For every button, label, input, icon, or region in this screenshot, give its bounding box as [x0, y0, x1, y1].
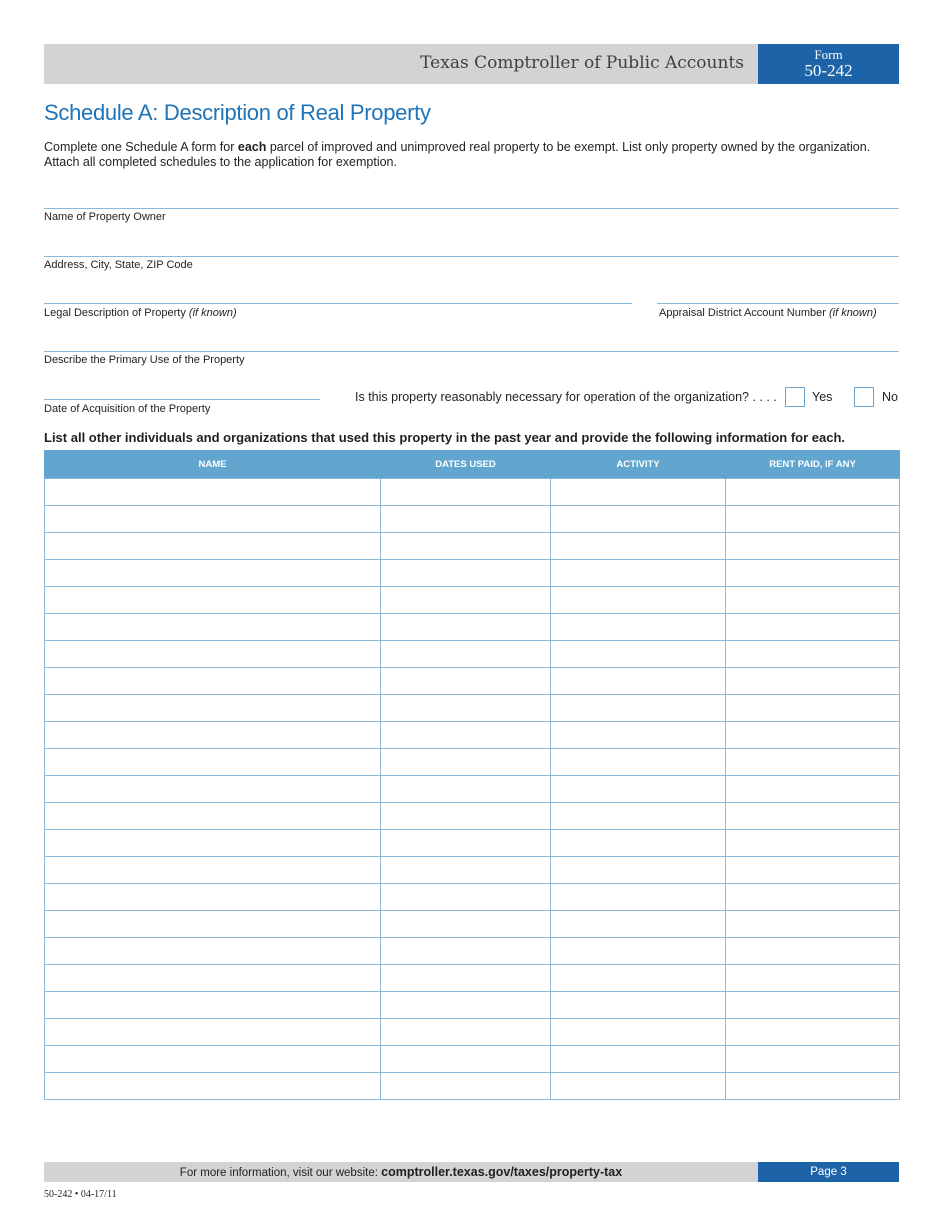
- cell-rent-paid[interactable]: [726, 857, 900, 884]
- website-link[interactable]: comptroller.texas.gov/taxes/property-tax: [381, 1165, 623, 1179]
- cell-name[interactable]: [45, 1046, 381, 1073]
- cell-activity[interactable]: [551, 533, 726, 560]
- no-label: No: [882, 390, 898, 404]
- owner-name-label: Name of Property Owner: [44, 211, 166, 223]
- cell-rent-paid[interactable]: [726, 560, 900, 587]
- cell-rent-paid[interactable]: [726, 668, 900, 695]
- cell-rent-paid[interactable]: [726, 722, 900, 749]
- cell-rent-paid[interactable]: [726, 911, 900, 938]
- legal-description-field[interactable]: [44, 303, 632, 304]
- cell-dates-used[interactable]: [381, 776, 551, 803]
- table-row: [45, 884, 900, 911]
- cell-dates-used[interactable]: [381, 560, 551, 587]
- table-row: [45, 749, 900, 776]
- cell-activity[interactable]: [551, 965, 726, 992]
- table-row: [45, 668, 900, 695]
- table-row: [45, 695, 900, 722]
- table-row: [45, 1046, 900, 1073]
- cell-name[interactable]: [45, 533, 381, 560]
- cell-name[interactable]: [45, 884, 381, 911]
- cell-dates-used[interactable]: [381, 965, 551, 992]
- cell-activity[interactable]: [551, 1019, 726, 1046]
- table-row: [45, 560, 900, 587]
- cell-activity[interactable]: [551, 695, 726, 722]
- agency-name: Texas Comptroller of Public Accounts: [420, 53, 744, 73]
- table-header-row: [45, 450, 900, 479]
- cell-dates-used[interactable]: [381, 1019, 551, 1046]
- cell-name[interactable]: [45, 911, 381, 938]
- cell-name[interactable]: [45, 857, 381, 884]
- form-number-box: [758, 44, 899, 84]
- page-title: Schedule A: Description of Real Property: [44, 100, 431, 125]
- cell-name[interactable]: [45, 695, 381, 722]
- cell-activity[interactable]: [551, 479, 726, 506]
- page-number: Page 3: [758, 1162, 899, 1182]
- cell-activity[interactable]: [551, 641, 726, 668]
- yes-label: Yes: [812, 390, 833, 404]
- cell-dates-used[interactable]: [381, 884, 551, 911]
- table-row: [45, 857, 900, 884]
- table-row: [45, 1073, 900, 1100]
- table-row: [45, 911, 900, 938]
- necessity-question: Is this property reasonably necessary for operation of the organization? . . . .: [355, 390, 777, 404]
- cell-activity[interactable]: [551, 911, 726, 938]
- cell-rent-paid[interactable]: [726, 749, 900, 776]
- table-row: [45, 938, 900, 965]
- cell-dates-used[interactable]: [381, 506, 551, 533]
- cell-dates-used[interactable]: [381, 1073, 551, 1100]
- address-field[interactable]: [44, 256, 899, 257]
- cell-dates-used[interactable]: [381, 911, 551, 938]
- cell-activity[interactable]: [551, 857, 726, 884]
- cell-activity[interactable]: [551, 506, 726, 533]
- column-header-rent-paid: RENT PAID, IF ANY: [726, 450, 900, 479]
- instructions-emphasis: each: [237, 140, 267, 154]
- legal-description-note: (if known): [188, 307, 237, 319]
- cell-dates-used[interactable]: [381, 614, 551, 641]
- cell-name[interactable]: [45, 938, 381, 965]
- cell-rent-paid[interactable]: [726, 803, 900, 830]
- column-header-dates-used: DATES USED: [381, 450, 551, 479]
- usage-list-heading: List all other individuals and organizations that used this property in the past year and provide the following information for each.: [44, 430, 846, 445]
- table-row: [45, 614, 900, 641]
- instructions: [44, 140, 904, 170]
- cell-dates-used[interactable]: [381, 479, 551, 506]
- cell-dates-used[interactable]: [381, 533, 551, 560]
- cell-rent-paid[interactable]: [726, 533, 900, 560]
- cell-activity[interactable]: [551, 749, 726, 776]
- cell-activity[interactable]: [551, 722, 726, 749]
- table-row: [45, 776, 900, 803]
- cell-activity[interactable]: [551, 776, 726, 803]
- column-header-activity: ACTIVITY: [551, 450, 726, 479]
- cell-name[interactable]: [45, 992, 381, 1019]
- cell-activity[interactable]: [551, 830, 726, 857]
- table-row: [45, 803, 900, 830]
- appraisal-account-field[interactable]: [657, 303, 899, 304]
- primary-use-field[interactable]: [44, 351, 899, 352]
- table-row: [45, 1019, 900, 1046]
- cell-activity[interactable]: [551, 1046, 726, 1073]
- cell-dates-used[interactable]: [381, 722, 551, 749]
- cell-dates-used[interactable]: [381, 668, 551, 695]
- cell-dates-used[interactable]: [381, 992, 551, 1019]
- table-row: [45, 830, 900, 857]
- cell-name[interactable]: [45, 479, 381, 506]
- cell-activity[interactable]: [551, 560, 726, 587]
- table-row: [45, 722, 900, 749]
- cell-dates-used[interactable]: [381, 938, 551, 965]
- cell-name[interactable]: [45, 749, 381, 776]
- form-label: Form: [814, 47, 843, 62]
- cell-dates-used[interactable]: [381, 803, 551, 830]
- table-row: [45, 506, 900, 533]
- revision-code: 50-242 • 04-17/11: [44, 1189, 117, 1200]
- yes-checkbox[interactable]: [785, 387, 805, 407]
- cell-activity[interactable]: [551, 668, 726, 695]
- cell-name[interactable]: [45, 1073, 381, 1100]
- legal-description-label: [44, 307, 237, 319]
- cell-name[interactable]: [45, 722, 381, 749]
- cell-rent-paid[interactable]: [726, 884, 900, 911]
- table-row: [45, 587, 900, 614]
- cell-rent-paid[interactable]: [726, 614, 900, 641]
- cell-rent-paid[interactable]: [726, 965, 900, 992]
- cell-activity[interactable]: [551, 884, 726, 911]
- primary-use-label: Describe the Primary Use of the Property: [44, 354, 245, 366]
- cell-activity[interactable]: [551, 992, 726, 1019]
- cell-activity[interactable]: [551, 938, 726, 965]
- appraisal-account-label: [659, 307, 877, 319]
- cell-rent-paid[interactable]: [726, 641, 900, 668]
- cell-name[interactable]: [45, 830, 381, 857]
- table-row: [45, 479, 900, 506]
- table-row: [45, 992, 900, 1019]
- cell-name[interactable]: [45, 965, 381, 992]
- cell-name[interactable]: [45, 803, 381, 830]
- cell-name[interactable]: [45, 614, 381, 641]
- cell-dates-used[interactable]: [381, 749, 551, 776]
- cell-rent-paid[interactable]: [726, 1046, 900, 1073]
- form-number: 50-242: [804, 61, 853, 80]
- cell-dates-used[interactable]: [381, 587, 551, 614]
- footer-info-bar: [44, 1162, 758, 1182]
- cell-name[interactable]: [45, 776, 381, 803]
- legal-description-text: Legal Description of Property: [44, 307, 186, 319]
- cell-name[interactable]: [45, 560, 381, 587]
- cell-rent-paid[interactable]: [726, 479, 900, 506]
- no-checkbox[interactable]: [854, 387, 874, 407]
- acquisition-date-field[interactable]: [44, 399, 320, 400]
- cell-rent-paid[interactable]: [726, 776, 900, 803]
- table-row: [45, 533, 900, 560]
- cell-dates-used[interactable]: [381, 695, 551, 722]
- cell-rent-paid[interactable]: [726, 1073, 900, 1100]
- cell-dates-used[interactable]: [381, 857, 551, 884]
- cell-activity[interactable]: [551, 803, 726, 830]
- cell-rent-paid[interactable]: [726, 587, 900, 614]
- cell-name[interactable]: [45, 506, 381, 533]
- instructions-part1: Complete one Schedule A form for: [44, 140, 238, 154]
- address-label: Address, City, State, ZIP Code: [44, 259, 193, 271]
- owner-name-field[interactable]: [44, 208, 899, 209]
- table-row: [45, 641, 900, 668]
- cell-activity[interactable]: [551, 1073, 726, 1100]
- instructions-part2: parcel of improved and unimproved real property to be exempt. List only property owned by the organization. Attach all completed schedules to the application for exemption.: [44, 140, 871, 169]
- cell-activity[interactable]: [551, 614, 726, 641]
- cell-rent-paid[interactable]: [726, 506, 900, 533]
- cell-dates-used[interactable]: [381, 830, 551, 857]
- cell-rent-paid[interactable]: [726, 830, 900, 857]
- cell-name[interactable]: [45, 668, 381, 695]
- acquisition-date-label: Date of Acquisition of the Property: [44, 403, 211, 415]
- cell-name[interactable]: [45, 1019, 381, 1046]
- appraisal-account-text: Appraisal District Account Number: [659, 307, 826, 319]
- cell-rent-paid[interactable]: [726, 938, 900, 965]
- cell-rent-paid[interactable]: [726, 695, 900, 722]
- column-header-name: NAME: [45, 450, 381, 479]
- cell-rent-paid[interactable]: [726, 992, 900, 1019]
- cell-activity[interactable]: [551, 587, 726, 614]
- cell-dates-used[interactable]: [381, 641, 551, 668]
- cell-name[interactable]: [45, 641, 381, 668]
- table-row: [45, 965, 900, 992]
- cell-dates-used[interactable]: [381, 1046, 551, 1073]
- cell-rent-paid[interactable]: [726, 1019, 900, 1046]
- header-bar: [44, 44, 758, 84]
- appraisal-account-note: (if known): [828, 307, 877, 319]
- usage-table: [44, 450, 900, 1100]
- footer-info-text: For more information, visit our website:: [179, 1167, 382, 1179]
- cell-name[interactable]: [45, 587, 381, 614]
